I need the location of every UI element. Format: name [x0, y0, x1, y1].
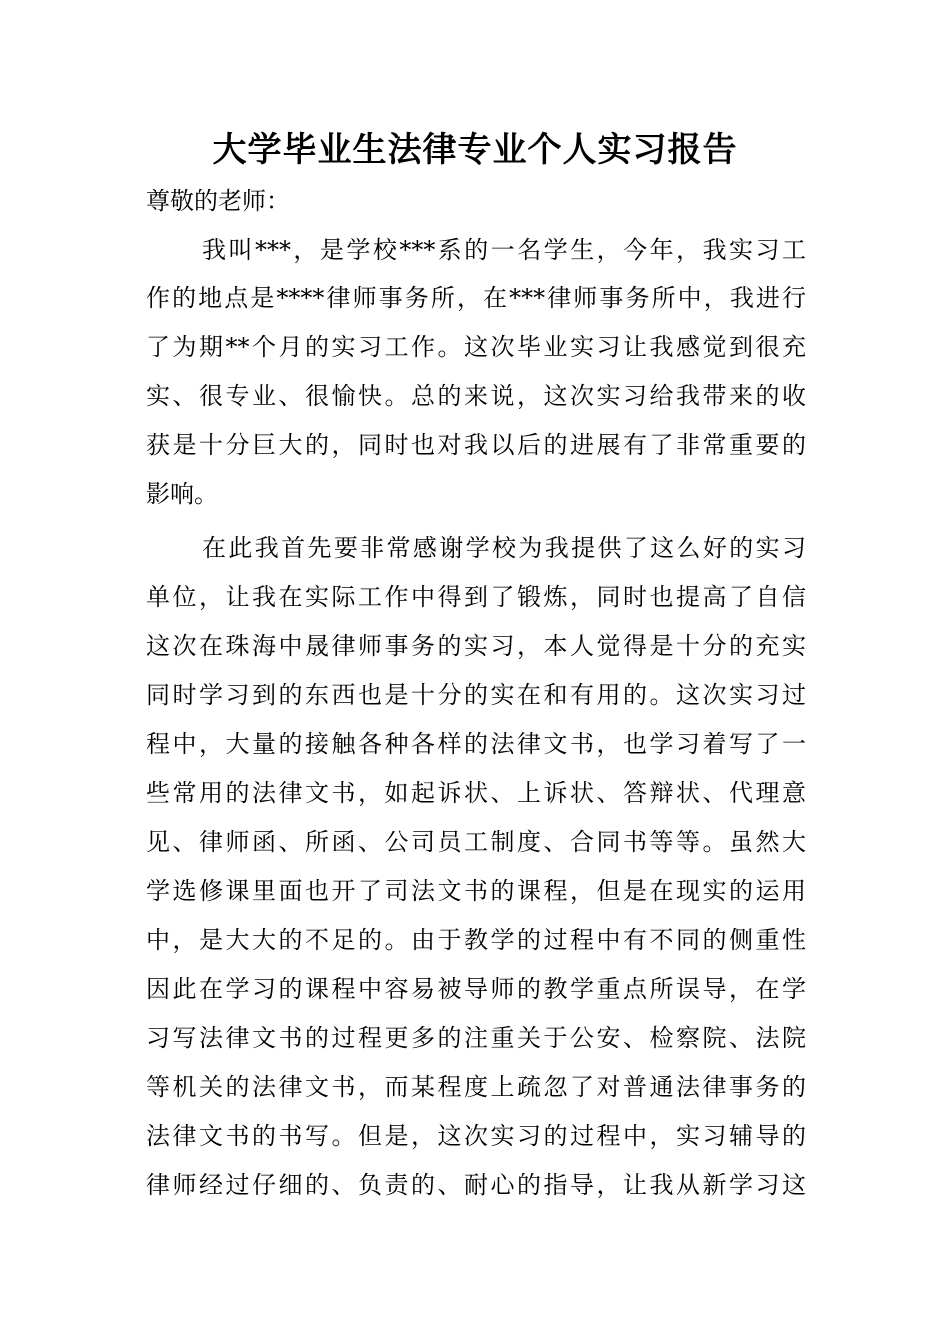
paragraph2-line: 同时学习到的东西也是十分的实在和有用的。这次实习过	[146, 681, 806, 709]
paragraph2-line: 等机关的法律文书，而某程度上疏忽了对普通法律事务的	[146, 1073, 806, 1101]
salutation: 尊敬的老师：	[146, 187, 290, 215]
paragraph1-line: 实、很专业、很愉快。总的来说，这次实习给我带来的收	[146, 382, 806, 410]
paragraph2-line: 见、律师函、所函、公司员工制度、合同书等等。虽然大	[146, 828, 806, 856]
paragraph2-line: 习写法律文书的过程更多的注重关于公安、检察院、法院	[146, 1024, 806, 1052]
paragraph1-line: 影响。	[146, 480, 218, 508]
paragraph1-line: 我叫***，是学校***系的一名学生，今年，我实习工	[202, 236, 806, 264]
paragraph1-line: 了为期**个月的实习工作。这次毕业实习让我感觉到很充	[146, 333, 806, 361]
paragraph1-line: 获是十分巨大的，同时也对我以后的进展有了非常重要的	[146, 431, 806, 459]
paragraph1-line: 作的地点是****律师事务所，在***律师事务所中，我进行	[146, 284, 806, 312]
paragraph2-line: 些常用的法律文书，如起诉状、上诉状、答辩状、代理意	[146, 779, 806, 807]
paragraph2-line: 法律文书的书写。但是，这次实习的过程中，实习辅导的	[146, 1122, 806, 1150]
paragraph2-line: 在此我首先要非常感谢学校为我提供了这么好的实习	[202, 534, 806, 562]
document-title: 大学毕业生法律专业个人实习报告	[212, 130, 738, 170]
paragraph2-line: 单位，让我在实际工作中得到了锻炼，同时也提高了自信	[146, 583, 806, 611]
paragraph2-line: 程中，大量的接触各种各样的法律文书，也学习着写了一	[146, 730, 806, 758]
paragraph2-line: 因此在学习的课程中容易被导师的教学重点所误导，在学	[146, 975, 806, 1003]
paragraph2-line: 律师经过仔细的、负责的、耐心的指导，让我从新学习这	[146, 1171, 806, 1199]
paragraph2-line: 学选修课里面也开了司法文书的课程，但是在现实的运用	[146, 877, 806, 905]
paragraph2-line: 中，是大大的不足的。由于教学的过程中有不同的侧重性	[146, 926, 806, 954]
paragraph2-line: 这次在珠海中晟律师事务的实习，本人觉得是十分的充实	[146, 632, 806, 660]
